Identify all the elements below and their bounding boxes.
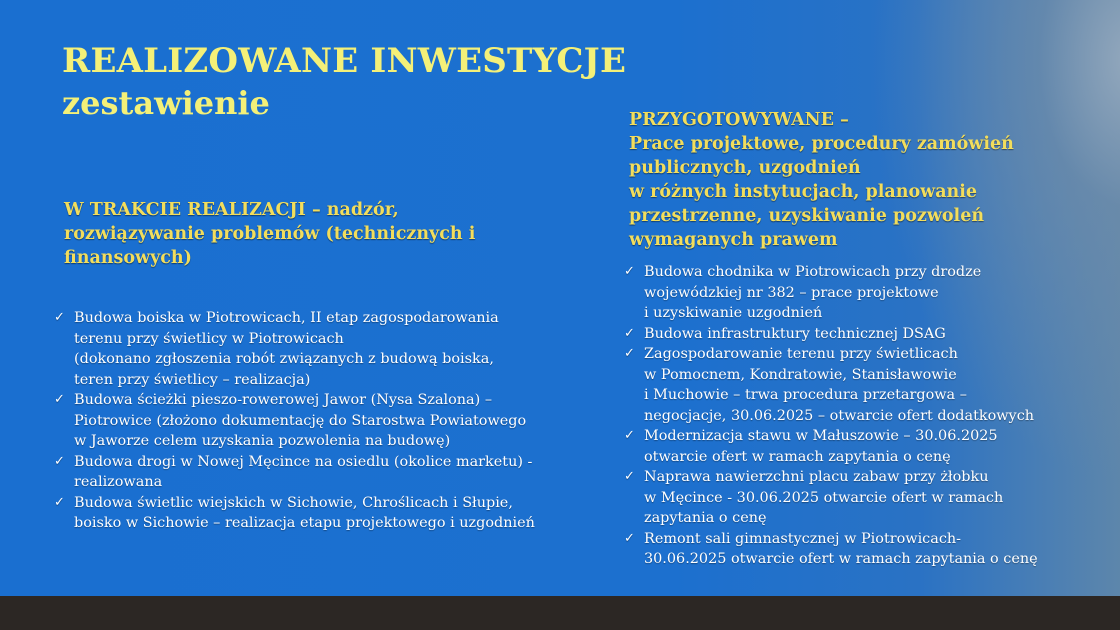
in-progress-list: [54, 308, 594, 534]
checkmark-icon: ✓: [624, 264, 635, 279]
list-item: [624, 324, 1094, 345]
list-item-text: Budowa chodnika w Piotrowicach przy drodze wojewódzkiej nr 382 – prace projektowe i uzyskiwanie uzgodnień: [644, 264, 982, 321]
footer-bar: [0, 596, 1120, 630]
list-item: [54, 452, 594, 493]
list-item-text: Budowa infrastruktury technicznej DSAG: [644, 325, 946, 342]
checkmark-icon: ✓: [54, 310, 65, 325]
list-item: [54, 493, 594, 534]
checkmark-icon: ✓: [624, 346, 635, 361]
checkmark-icon: ✓: [54, 453, 65, 469]
prepared-heading: PRZYGOTOWYWANE – Prace projektowe, procedury zamówień publicznych, uzgodnień w różnych instytucjach, planowanie przestrzenne, uzyskiwanie pozwoleń wymaganych prawem: [629, 110, 1014, 250]
list-item-text: Zagospodarowanie terenu przy świetlicach w Pomocnem, Kondratowie, Stanisławowie i Muchowie – trwa procedura przetargowa – negocjacje, 30.06.2025 – otwarcie ofert dodatkowych: [644, 346, 1035, 424]
list-item-text: Budowa świetlic wiejskich w Sichowie, Chroślicach i Słupie, boisko w Sichowie – realizacja etapu projektowego i uzgodnień: [74, 494, 535, 531]
checkmark-icon: ✓: [54, 494, 65, 510]
list-item: [624, 426, 1094, 467]
list-item-text: Naprawa nawierzchni placu zabaw przy żłobku w Męcince - 30.06.2025 otwarcie ofert w ramach zapytania o cenę: [644, 469, 1004, 526]
checkmark-icon: ✓: [624, 469, 635, 484]
list-item-text: Budowa boiska w Piotrowicach, II etap zagospodarowania terenu przy świetlicy w Piotrowicach (dokonano zgłoszenia robót związanych z budową boiska, teren przy świetlicy – realizacja): [74, 310, 499, 388]
list-item: [624, 262, 1094, 324]
list-item: [624, 467, 1094, 529]
slide-subtitle: zestawienie: [62, 84, 270, 122]
list-item-text: Budowa drogi w Nowej Męcince na osiedlu (okolice marketu) - realizowana: [74, 453, 533, 490]
list-item-text: Remont sali gimnastycznej w Piotrowicach- 30.06.2025 otwarcie ofert w ramach zapytania o cenę: [644, 530, 1038, 567]
list-item-text: Budowa ścieżki pieszo-rowerowej Jawor (Nysa Szalona) – Piotrowice (złożono dokumentację do Starostwa Powiatowego w Jaworze celem uzyskania pozwolenia na budowę): [74, 392, 527, 449]
list-item-text: Modernizacja stawu w Małuszowie – 30.06.2025 otwarcie ofert w ramach zapytania o cenę: [644, 428, 998, 465]
list-item: [54, 308, 594, 390]
prepared-list: [624, 262, 1094, 570]
slide-title: REALIZOWANE INWESTYCJE: [62, 41, 627, 81]
list-item: [624, 344, 1094, 426]
in-progress-heading: W TRAKCIE REALIZACJI – nadzór, rozwiązywanie problemów (technicznych i finansowych): [64, 200, 476, 268]
checkmark-icon: ✓: [624, 428, 635, 443]
checkmark-icon: ✓: [624, 530, 635, 546]
list-item: [624, 529, 1094, 570]
list-item: [54, 390, 594, 452]
checkmark-icon: ✓: [624, 325, 635, 341]
checkmark-icon: ✓: [54, 392, 65, 407]
